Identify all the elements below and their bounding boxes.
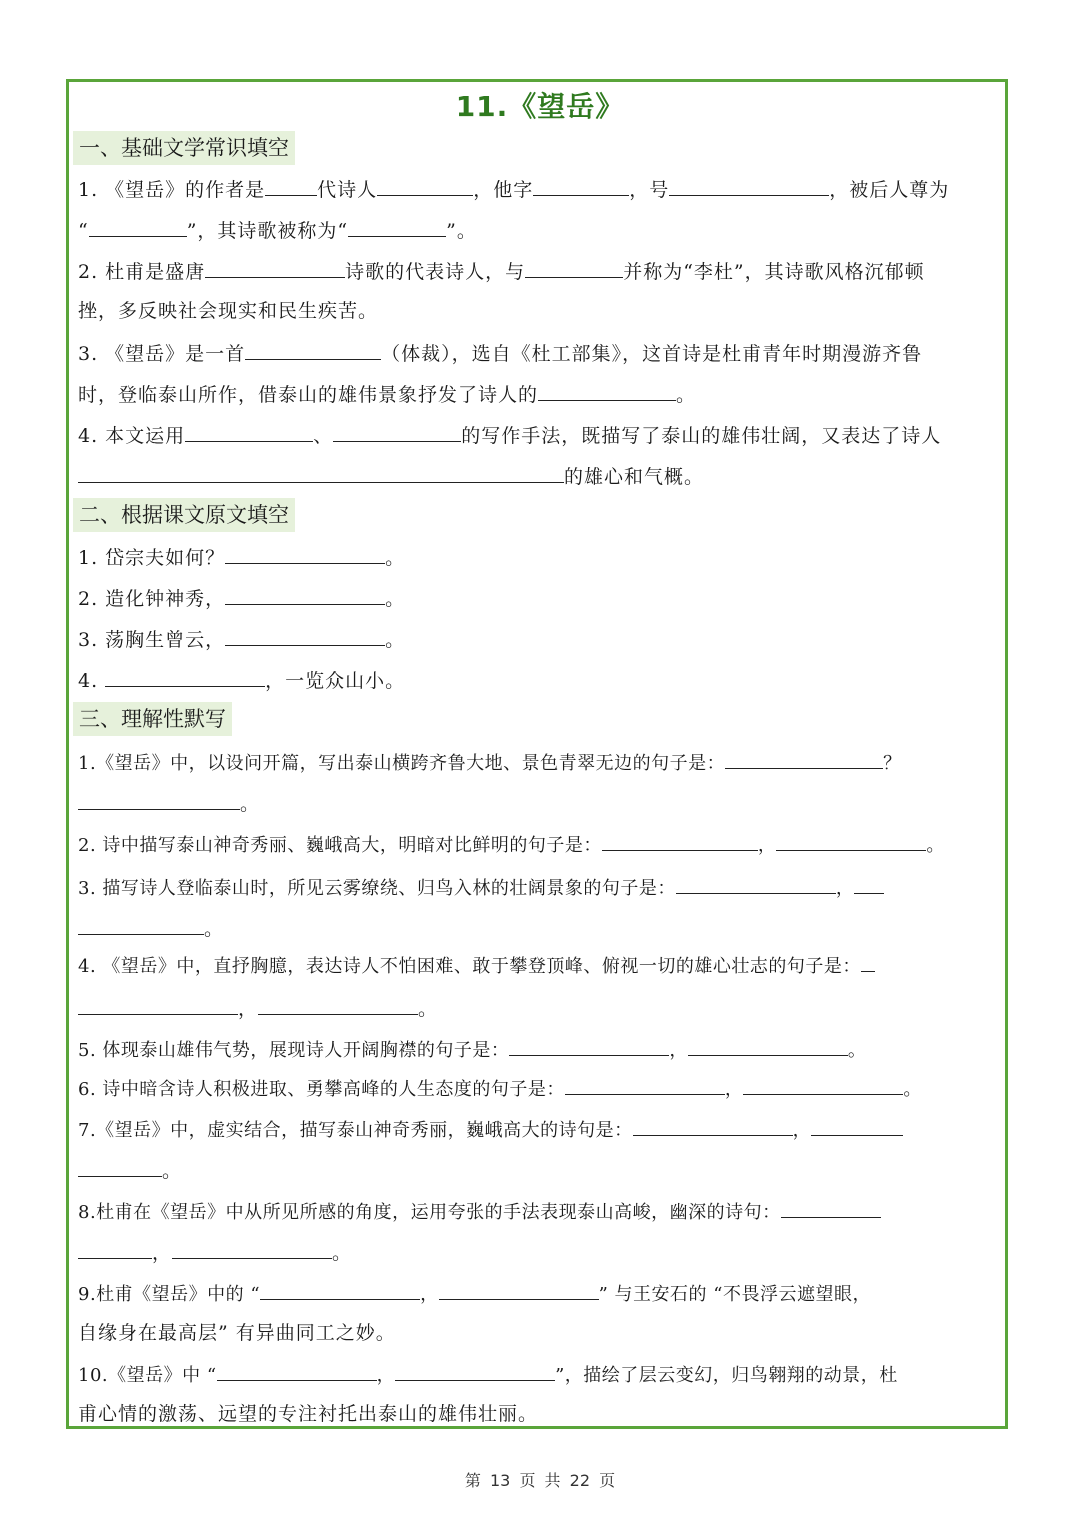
- blank: [105, 666, 265, 687]
- text: 4.: [78, 670, 106, 692]
- text: 2. 造化钟神秀，: [78, 588, 226, 610]
- s1-q1-line2: [78, 216, 1004, 244]
- s1-q3-line1: [78, 339, 1004, 367]
- text: 1.《望岳》中，以设问开篇，写出泰山横跨齐鲁大地、景色青翠无边的句子是：: [78, 753, 726, 774]
- text: ，号: [629, 179, 670, 201]
- blank: [225, 543, 385, 564]
- text: ，被后人尊为: [829, 179, 950, 201]
- s3-q10-line1: [78, 1360, 1004, 1389]
- text: 1. 岱宗夫如何？: [78, 547, 226, 569]
- text: ，: [669, 1040, 688, 1061]
- text: 。: [332, 1242, 353, 1264]
- blank: [861, 951, 875, 972]
- blank: [78, 994, 238, 1015]
- text: ，: [724, 1079, 744, 1100]
- s3-q4-line2: [78, 994, 1004, 1022]
- s1-q4-line2: [78, 462, 1004, 490]
- s3-q3-line2: [78, 914, 1004, 942]
- s2-q3: [78, 625, 1004, 653]
- blank: [854, 873, 884, 894]
- text: ，一览众山小。: [265, 670, 406, 692]
- s3-q7-line2: [78, 1156, 1004, 1184]
- blank: [533, 175, 629, 196]
- blank: [225, 625, 385, 646]
- blank: [395, 1360, 555, 1381]
- text: （体裁），选自《杜工部集》，这首诗是杜甫青年时期漫游齐鲁: [381, 343, 923, 365]
- s1-q3-line2: [78, 380, 1004, 408]
- s2-q1: [78, 543, 1004, 571]
- text: 。: [847, 1040, 867, 1061]
- text: 。: [385, 629, 406, 651]
- text: ，: [757, 835, 777, 856]
- text: ” 与王安石的 “不畏浮云遮望眼，: [598, 1284, 871, 1305]
- text: 4. 《望岳》中，直抒胸臆，表达诗人不怕困难、敢于攀登顶峰、俯视一切的雄心壮志的句子是：: [78, 956, 861, 977]
- blank: [78, 914, 204, 935]
- s1-q4-line1: [78, 421, 1004, 449]
- text: 3. 荡胸生曾云，: [78, 629, 226, 651]
- total-pages: 22: [569, 1471, 591, 1490]
- blank: [781, 1197, 881, 1218]
- text: ，: [835, 878, 855, 899]
- s3-q8-line1: [78, 1197, 1004, 1226]
- blank: [172, 1238, 332, 1259]
- blank: [185, 421, 313, 442]
- text: ，: [152, 1242, 173, 1264]
- text: 。: [385, 588, 406, 610]
- section-heading-1: 一、基础文学常识填空: [73, 131, 295, 165]
- page-number: 13: [489, 1471, 511, 1490]
- text: ？: [883, 753, 902, 774]
- blank: [78, 789, 240, 810]
- text: 。: [903, 1079, 922, 1100]
- s3-q4-line1: [78, 951, 1004, 980]
- s3-q3-line1: [78, 873, 1004, 902]
- text: 3. 描写诗人登临泰山时，所见云雾缭绕、归鸟入林的壮阔景象的句子是：: [78, 878, 676, 899]
- text: 。: [926, 835, 945, 856]
- text: 代诗人: [317, 179, 378, 201]
- s3-q10-line2: 甫心情的激荡、远望的专注衬托出泰山的雄伟壮丽。: [78, 1403, 539, 1425]
- text: 2. 诗中描写泰山神奇秀丽、巍峨高大，明暗对比鲜明的句子是：: [78, 835, 602, 856]
- s3-q7-line1: [78, 1115, 1004, 1144]
- text: 2. 杜甫是盛唐: [78, 261, 206, 283]
- blank: [633, 1115, 793, 1136]
- text: ”，其诗歌被称为“: [186, 220, 349, 242]
- blank: [217, 1360, 377, 1381]
- text: 。: [240, 793, 261, 815]
- text: 共: [544, 1471, 561, 1490]
- blank: [205, 257, 345, 278]
- text: ，: [238, 998, 259, 1020]
- blank: [225, 584, 385, 605]
- s3-q1-line1: [78, 748, 1004, 777]
- text: ，: [792, 1120, 812, 1141]
- text: 。: [676, 384, 697, 406]
- text: ”，描绘了层云变幻，归鸟翱翔的动景，杜: [555, 1365, 898, 1386]
- text: 8.杜甫在《望岳》中从所见所感的角度，运用夸张的手法表现泰山高峻，幽深的诗句：: [78, 1202, 781, 1223]
- s3-q9-line1: [78, 1279, 1004, 1308]
- blank: [265, 175, 317, 196]
- blank: [377, 175, 473, 196]
- s1-q2-line1: [78, 257, 1004, 285]
- s3-q5: [78, 1035, 1004, 1064]
- blank: [260, 1279, 420, 1300]
- text: 7.《望岳》中，虚实结合，描写泰山神奇秀丽，巍峨高大的诗句是：: [78, 1120, 633, 1141]
- blank: [525, 257, 623, 278]
- blank: [348, 216, 446, 237]
- text: 页: [599, 1471, 616, 1490]
- blank: [602, 830, 758, 851]
- blank: [538, 380, 676, 401]
- section-heading-2: 二、根据课文原文填空: [73, 498, 295, 532]
- text: 时，登临泰山所作，借泰山的雄伟景象抒发了诗人的: [78, 384, 539, 406]
- text: 页: [519, 1471, 536, 1490]
- s2-q2: [78, 584, 1004, 612]
- text: 4. 本文运用: [78, 425, 186, 447]
- text: 、: [313, 425, 334, 447]
- blank: [669, 175, 829, 196]
- blank: [78, 1238, 152, 1259]
- text: 5. 体现泰山雄伟气势，展现诗人开阔胸襟的句子是：: [78, 1040, 510, 1061]
- text: 。: [162, 1160, 183, 1182]
- blank: [258, 994, 418, 1015]
- blank: [565, 1074, 725, 1095]
- section-heading-3: 三、理解性默写: [73, 702, 232, 736]
- blank: [245, 339, 381, 360]
- s3-q2: [78, 830, 1004, 859]
- text: 第: [464, 1471, 481, 1490]
- text: 9.杜甫《望岳》中的 “: [78, 1284, 261, 1305]
- blank: [676, 873, 836, 894]
- blank: [78, 462, 564, 483]
- text: ，: [420, 1284, 439, 1305]
- s1-q2-line2: 挫，多反映社会现实和民生疾苦。: [78, 300, 379, 322]
- blank: [439, 1279, 599, 1300]
- s3-q6: [78, 1074, 1004, 1103]
- text: “: [78, 220, 89, 242]
- blank: [333, 421, 461, 442]
- text: 1. 《望岳》的作者是: [78, 179, 266, 201]
- blank: [688, 1035, 848, 1056]
- blank: [725, 748, 883, 769]
- blank: [89, 216, 187, 237]
- blank: [743, 1074, 903, 1095]
- s3-q9-line2: 自缘身在最高层” 有异曲同工之妙。: [78, 1322, 396, 1344]
- text: 。: [385, 547, 406, 569]
- text: ，他字: [473, 179, 534, 201]
- text: 的写作手法，既描写了泰山的雄伟壮阔，又表达了诗人: [461, 425, 942, 447]
- text: 诗歌的代表诗人，与: [345, 261, 526, 283]
- s1-q1-line1: [78, 175, 1004, 203]
- page-footer: [0, 1468, 1080, 1491]
- s2-q4: [78, 666, 1004, 694]
- text: 。: [204, 918, 225, 940]
- text: 。: [418, 998, 439, 1020]
- text: 的雄心和气概。: [564, 466, 705, 488]
- blank: [509, 1035, 669, 1056]
- text: 10.《望岳》中 “: [78, 1365, 217, 1386]
- text: 3. 《望岳》是一首: [78, 343, 246, 365]
- text: ”。: [446, 220, 477, 242]
- blank: [78, 1156, 162, 1177]
- page-title: 11.《望岳》: [455, 90, 625, 123]
- text: 6. 诗中暗含诗人积极进取、勇攀高峰的人生态度的句子是：: [78, 1079, 565, 1100]
- text: 并称为“李杜”，其诗歌风格沉郁顿: [623, 261, 925, 283]
- s3-q8-line2: [78, 1238, 1004, 1266]
- s3-q1-line2: [78, 789, 1004, 817]
- text: ，: [376, 1365, 396, 1386]
- blank: [776, 830, 926, 851]
- blank: [811, 1115, 903, 1136]
